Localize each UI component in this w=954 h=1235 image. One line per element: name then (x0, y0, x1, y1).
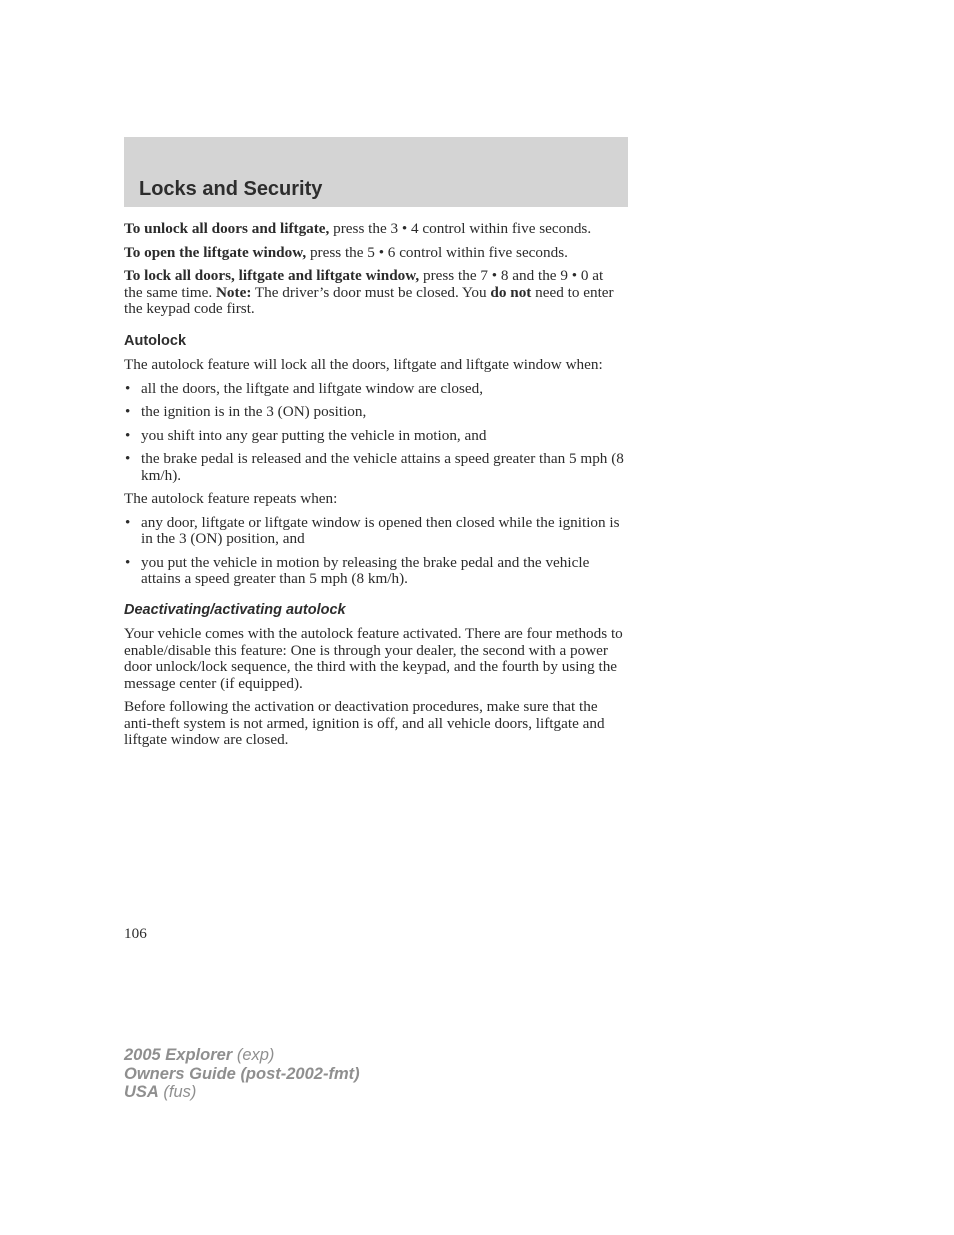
bullet-icon: • (125, 553, 131, 571)
footer-market: USA (124, 1083, 159, 1101)
footer-market-code: (fus) (158, 1083, 197, 1101)
open-window-paragraph (124, 245, 624, 262)
deactivating-paragraph-1: Your vehicle comes with the autolock feature activated. There are four methods to enable/disable this feature: One is through your dealer, the second with a power door unlock/lock sequence, the third with the keypad, and the fourth by using the message center (if equipped). (124, 625, 623, 692)
deactivating-paragraph-2: Before following the activation or deactivation procedures, make sure that the anti-theft system is not armed, ignition is off, and all vehicle doors, liftgate and liftgate window are closed. (124, 698, 605, 748)
lock-all-text-3: need to enter the keypad code first. (124, 283, 614, 317)
lock-all-lead: To lock all doors, liftgate and liftgate window, (124, 267, 420, 284)
autolock-conditions-list (124, 381, 624, 485)
list-item-text: the ignition is in the 3 (ON) position, (141, 403, 367, 420)
section-header-band (124, 137, 628, 207)
footer-line-2 (124, 1065, 360, 1084)
unlock-text: press the 3 • 4 control within five seconds. (329, 220, 592, 237)
bullet-icon: • (125, 513, 131, 531)
footer-document-id (124, 1046, 360, 1102)
list-item (124, 428, 624, 445)
list-item (124, 515, 624, 548)
bullet-icon: • (125, 403, 131, 420)
list-item (124, 404, 624, 421)
do-not-emphasis: do not (490, 283, 532, 301)
lock-all-text-1: press the 7 • 8 and the 9 • 0 at the same time. (124, 267, 604, 301)
lock-all-paragraph (124, 268, 624, 318)
open-window-lead: To open the liftgate window, (124, 243, 307, 261)
unlock-lead: To unlock all doors and liftgate, (124, 220, 330, 237)
section-title: Locks and Security (139, 178, 323, 200)
footer-model: 2005 Explorer (124, 1046, 233, 1064)
list-item-text: all the doors, the liftgate and liftgate window are closed, (141, 379, 484, 397)
list-item (124, 381, 624, 398)
bullet-icon: • (125, 379, 131, 397)
list-item-text: the brake pedal is released and the vehicle attains a speed greater than 5 mph (8 km/h). (141, 450, 624, 484)
page-content (124, 221, 624, 756)
page-number: 106 (124, 925, 147, 942)
footer-model-code: (exp) (232, 1046, 275, 1064)
autolock-heading: Autolock (124, 332, 187, 349)
autolock-repeat-intro: The autolock feature repeats when: (124, 490, 338, 507)
autolock-intro: The autolock feature will lock all the doors, liftgate and liftgate window when: (124, 356, 603, 373)
note-label: Note: (215, 283, 252, 301)
bullet-icon: • (125, 426, 131, 444)
open-window-text: press the 5 • 6 control within five seconds. (306, 243, 568, 261)
list-item (124, 555, 624, 588)
list-item-text: you shift into any gear putting the vehicle in motion, and (141, 426, 487, 444)
footer-guide: Owners Guide (post-2002-fmt) (124, 1064, 360, 1083)
bullet-icon: • (125, 450, 131, 467)
footer-line-1 (124, 1046, 360, 1065)
lock-all-text-2: The driver’s door must be closed. You (251, 283, 491, 301)
list-item (124, 451, 624, 484)
deactivating-heading: Deactivating/activating autolock (124, 601, 346, 618)
list-item-text: any door, liftgate or liftgate window is opened then closed while the ignition is in the 3 (ON) position, and (141, 513, 620, 547)
footer-line-3 (124, 1083, 360, 1102)
list-item-text: you put the vehicle in motion by releasing the brake pedal and the vehicle attains a speed greater than 5 mph (8 km/h). (141, 553, 590, 587)
autolock-repeat-list (124, 515, 624, 588)
unlock-paragraph (124, 221, 624, 238)
